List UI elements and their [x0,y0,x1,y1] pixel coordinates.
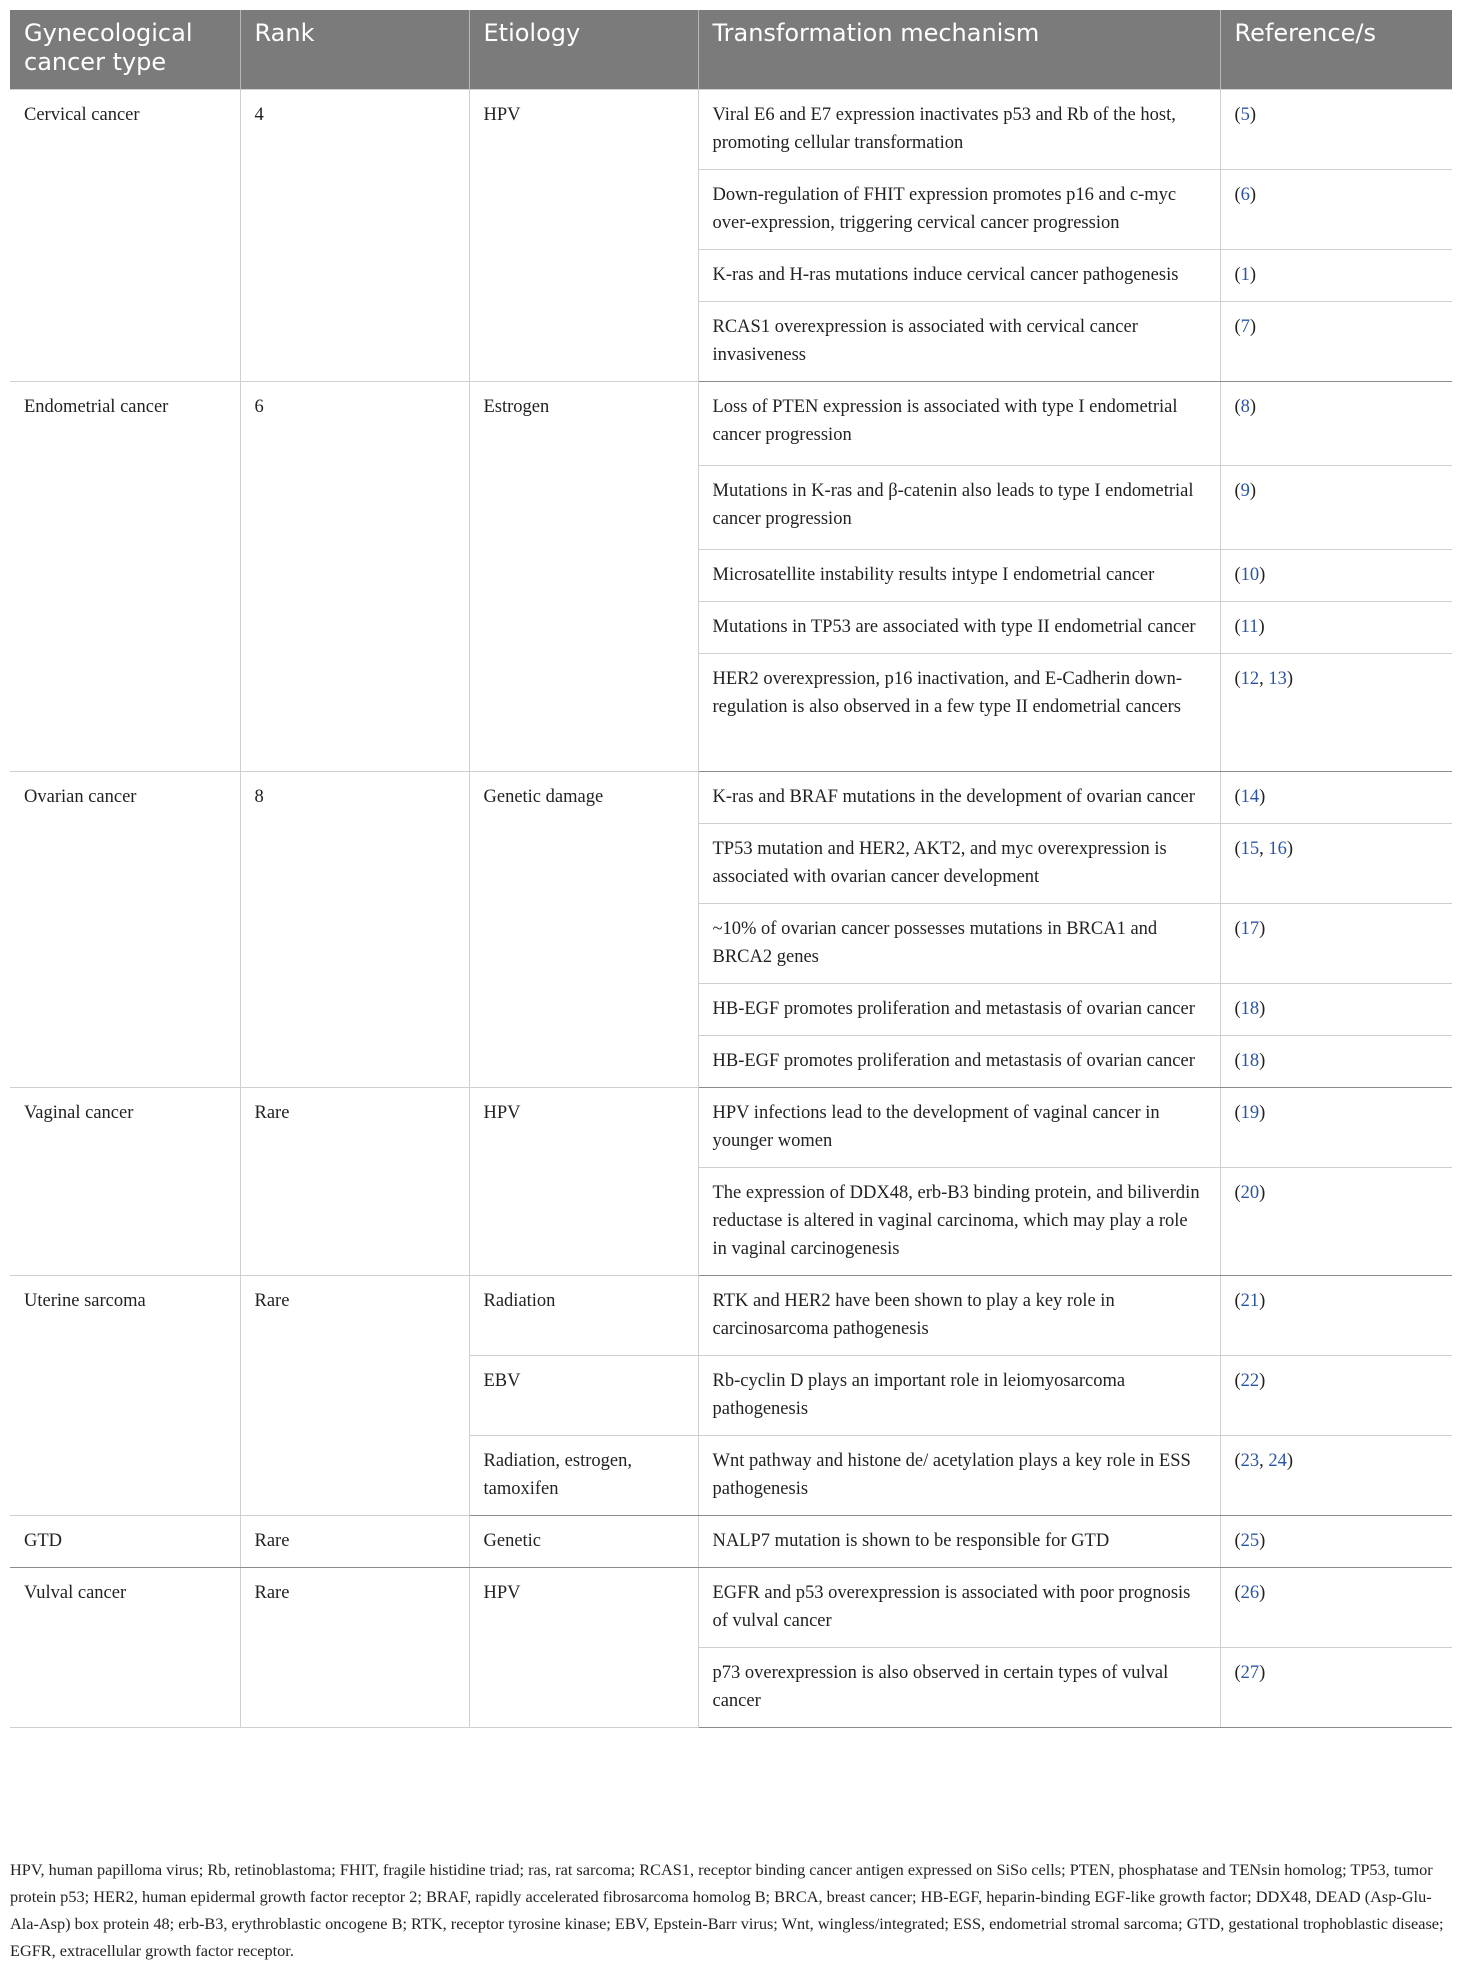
header-mechanism: Transformation mechanism [698,10,1220,90]
table-footnote: HPV, human papilloma virus; Rb, retinoblastoma; FHIT, fragile histidine triad; ras, rat sarcoma; RCAS1, receptor binding cancer antigen expressed on SiSo cells; PTEN, phosphatase and TENsin homolog; TP53, tumor protein p53; HER2, human epidermal growth factor receptor 2; BRAF, rapidly accelerated fibrosarcoma homolog B; BRCA, breast cancer; HB-EGF, heparin-binding EGF-like growth factor; DDX48, DEAD (Asp-Glu-Ala-Asp) box protein 48; erb-B3, erythroblastic oncogene B; RTK, receptor tyrosine kinase; EBV, Epstein-Barr virus; Wnt, wingless/integrated; ESS, endometrial stromal sarcoma; GTD, gestational trophoblastic disease; EGFR, extracellular growth factor receptor. [10,1860,1444,1960]
table-row [10,90,1452,170]
cell-mechanism: Rb-cyclin D plays an important role in leiomyosarcoma pathogenesis [698,1356,1220,1436]
cell-mechanism: TP53 mutation and HER2, AKT2, and myc overexpression is associated with ovarian cancer development [698,824,1220,904]
cell-mechanism: The expression of DDX48, erb-B3 binding protein, and biliverdin reductase is altered in vaginal carcinoma, which may play a role in vaginal carcinogenesis [698,1168,1220,1276]
cell-references: (11) [1220,602,1452,654]
cell-rank: Rare [240,1088,469,1276]
cell-rank: 8 [240,772,469,1088]
table-row [10,382,1452,466]
cell-etiology: Genetic [469,1516,698,1568]
cell-references: (18) [1220,1036,1452,1088]
cell-cancer-type: Uterine sarcoma [10,1276,240,1516]
table-row [10,772,1452,824]
cell-cancer-type: Vulval cancer [10,1568,240,1728]
table-row [10,1276,1452,1356]
cell-mechanism: ~10% of ovarian cancer possesses mutations in BRCA1 and BRCA2 genes [698,904,1220,984]
table-row [10,1088,1452,1168]
cell-mechanism: HER2 overexpression, p16 inactivation, and E-Cadherin down- regulation is also observed in a few type II endometrial cancers [698,654,1220,772]
reference-link[interactable]: 26 [1240,1583,1260,1603]
cell-mechanism: K-ras and H-ras mutations induce cervical cancer pathogenesis [698,250,1220,302]
cell-mechanism: HPV infections lead to the development of vaginal cancer in younger women [698,1088,1220,1168]
cell-etiology: Estrogen [469,382,698,772]
reference-link[interactable]: 19 [1240,1103,1260,1123]
cell-cancer-type: Endometrial cancer [10,382,240,772]
cell-etiology: Genetic damage [469,772,698,1088]
cell-references: (22) [1220,1356,1452,1436]
cell-cancer-type: Vaginal cancer [10,1088,240,1276]
cell-references: (19) [1220,1088,1452,1168]
reference-link[interactable]: 15 [1240,839,1260,859]
cell-etiology: Radiation [469,1276,698,1356]
cell-rank: 6 [240,382,469,772]
cell-references: (7) [1220,302,1452,382]
reference-link[interactable]: 8 [1240,397,1250,417]
cell-references: (12, 13) [1220,654,1452,772]
cell-mechanism: Wnt pathway and histone de/ acetylation plays a key role in ESS pathogenesis [698,1436,1220,1516]
cell-references: (14) [1220,772,1452,824]
header-row [10,10,1452,90]
cell-cancer-type: Cervical cancer [10,90,240,382]
cell-mechanism: RTK and HER2 have been shown to play a key role in carcinosarcoma pathogenesis [698,1276,1220,1356]
cell-references: (17) [1220,904,1452,984]
cell-mechanism: NALP7 mutation is shown to be responsible for GTD [698,1516,1220,1568]
reference-link[interactable]: 1 [1240,265,1250,285]
cell-mechanism: HB-EGF promotes proliferation and metastasis of ovarian cancer [698,1036,1220,1088]
reference-link[interactable]: 13 [1268,669,1287,689]
cell-references: (15, 16) [1220,824,1452,904]
reference-link[interactable]: 14 [1240,787,1260,807]
cell-rank: 4 [240,90,469,382]
reference-link[interactable]: 9 [1240,481,1250,501]
cell-etiology: EBV [469,1356,698,1436]
cell-cancer-type: GTD [10,1516,240,1568]
reference-link[interactable]: 11 [1240,617,1259,637]
cell-mechanism: K-ras and BRAF mutations in the development of ovarian cancer [698,772,1220,824]
cell-mechanism: HB-EGF promotes proliferation and metastasis of ovarian cancer [698,984,1220,1036]
header-rank: Rank [240,10,469,90]
reference-link[interactable]: 20 [1240,1183,1260,1203]
cell-etiology: HPV [469,1088,698,1276]
cell-rank: Rare [240,1276,469,1516]
reference-link[interactable]: 12 [1240,669,1260,689]
reference-link[interactable]: 22 [1240,1371,1260,1391]
reference-link[interactable]: 25 [1240,1531,1260,1551]
cell-cancer-type: Ovarian cancer [10,772,240,1088]
cell-references: (23, 24) [1220,1436,1452,1516]
cell-rank: Rare [240,1516,469,1568]
cell-mechanism: Viral E6 and E7 expression inactivates p53 and Rb of the host, promoting cellular transformation [698,90,1220,170]
cell-references: (1) [1220,250,1452,302]
reference-link[interactable]: 21 [1240,1291,1260,1311]
cell-mechanism: EGFR and p53 overexpression is associated with poor prognosis of vulval cancer [698,1568,1220,1648]
cell-references: (9) [1220,466,1452,550]
cell-references: (10) [1220,550,1452,602]
cell-etiology: HPV [469,1568,698,1728]
cell-references: (6) [1220,170,1452,250]
cell-references: (25) [1220,1516,1452,1568]
table-row [10,1568,1452,1648]
cell-references: (5) [1220,90,1452,170]
cell-mechanism: Microsatellite instability results intype I endometrial cancer [698,550,1220,602]
reference-link[interactable]: 16 [1268,839,1287,859]
cell-etiology: Radiation, estrogen, tamoxifen [469,1436,698,1516]
cell-mechanism: Loss of PTEN expression is associated with type I endometrial cancer progression [698,382,1220,466]
reference-link[interactable]: 6 [1240,185,1250,205]
cell-references: (8) [1220,382,1452,466]
reference-link[interactable]: 24 [1268,1451,1287,1471]
reference-link[interactable]: 23 [1240,1451,1260,1471]
table-row [10,1516,1452,1568]
cell-mechanism: Mutations in TP53 are associated with type II endometrial cancer [698,602,1220,654]
reference-link[interactable]: 27 [1240,1663,1260,1683]
cell-rank: Rare [240,1568,469,1728]
header-cancer-type: Gynecological cancer type [10,10,240,90]
cell-references: (18) [1220,984,1452,1036]
reference-link[interactable]: 18 [1240,1051,1260,1071]
cell-mechanism: Down-regulation of FHIT expression promotes p16 and c-myc over-expression, triggering cervical cancer progression [698,170,1220,250]
cancer-table [10,10,1452,1728]
header-references: Reference/s [1220,10,1452,90]
cell-references: (21) [1220,1276,1452,1356]
cell-references: (26) [1220,1568,1452,1648]
reference-link[interactable]: 17 [1240,919,1260,939]
reference-link[interactable]: 18 [1240,999,1260,1019]
reference-link[interactable]: 7 [1240,317,1250,337]
cell-mechanism: Mutations in K-ras and β-catenin also leads to type I endometrial cancer progression [698,466,1220,550]
cell-mechanism: p73 overexpression is also observed in certain types of vulval cancer [698,1648,1220,1728]
cell-mechanism: RCAS1 overexpression is associated with cervical cancer invasiveness [698,302,1220,382]
cell-references: (27) [1220,1648,1452,1728]
cell-etiology: HPV [469,90,698,382]
reference-link[interactable]: 5 [1240,105,1250,125]
reference-link[interactable]: 10 [1240,565,1260,585]
cell-references: (20) [1220,1168,1452,1276]
header-etiology: Etiology [469,10,698,90]
